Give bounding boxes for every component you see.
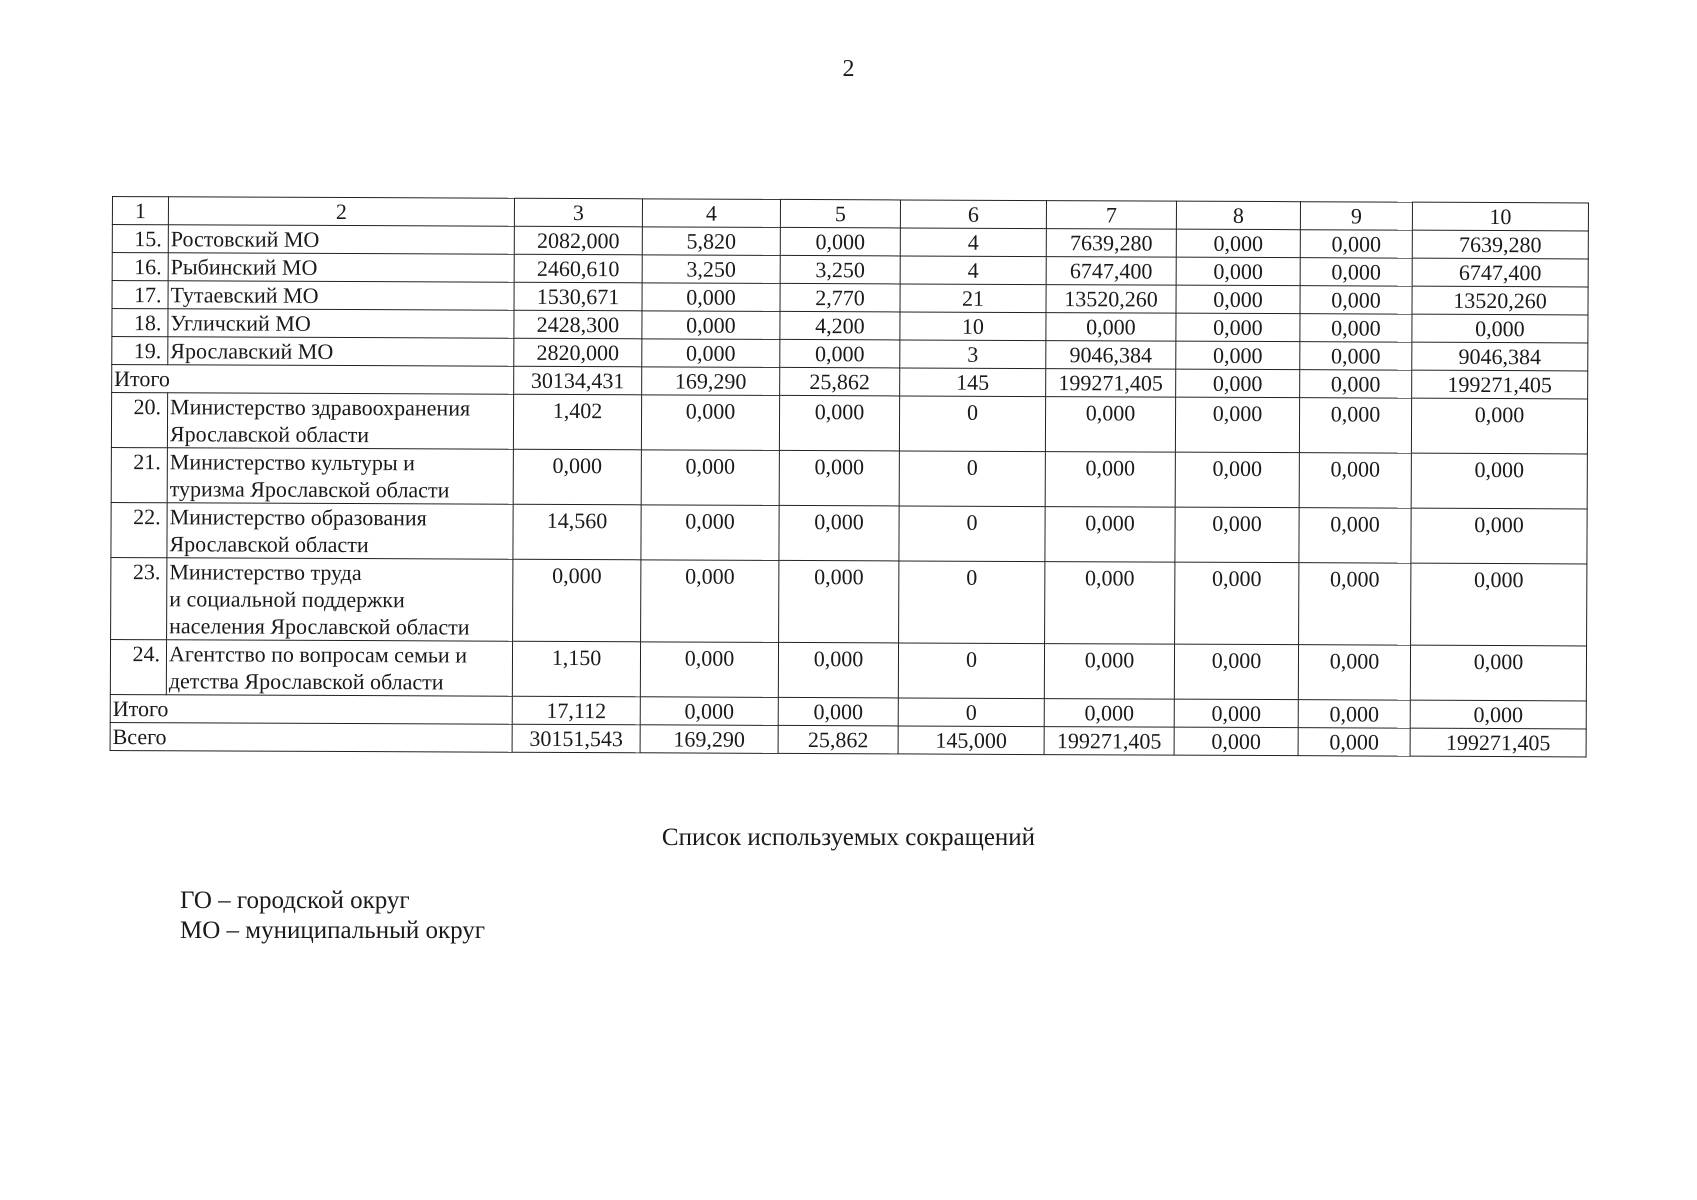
- column-header: 2: [168, 197, 514, 227]
- cell-value: 3,250: [642, 255, 780, 284]
- cell-value: 2460,610: [514, 254, 642, 283]
- cell-value: 17,112: [512, 696, 640, 725]
- cell-value: 1,402: [513, 394, 641, 450]
- cell-value: 30151,543: [512, 724, 640, 753]
- cell-value: 0,000: [1410, 645, 1586, 701]
- abbreviation-item: ГО – городской округ: [180, 887, 410, 914]
- table-row: [111, 393, 1587, 454]
- cell-value: 0,000: [780, 227, 900, 256]
- column-header: 3: [514, 198, 642, 227]
- row-name-line: Агентство по вопросам семьи и: [168, 641, 468, 668]
- column-header: 10: [1412, 202, 1588, 231]
- cell-value: 0,000: [1300, 258, 1412, 286]
- cell-value: 0,000: [1300, 342, 1412, 370]
- cell-value: 4: [900, 228, 1046, 257]
- cell-value: 169,290: [640, 725, 778, 754]
- subtotal-label: Итого: [112, 365, 514, 395]
- row-index: 15.: [112, 225, 168, 253]
- cell-value: 0,000: [1045, 397, 1175, 453]
- row-name-line: Министерство здравоохранения: [170, 394, 471, 421]
- cell-value: 0: [898, 643, 1044, 699]
- row-name: [166, 640, 512, 697]
- cell-value: 0,000: [640, 642, 778, 698]
- row-name: Угличский МО: [168, 309, 514, 339]
- cell-value: 0,000: [1411, 563, 1587, 646]
- cell-value: 0,000: [779, 395, 899, 451]
- cell-value: 0,000: [1411, 508, 1587, 564]
- column-header: 5: [780, 199, 900, 228]
- column-header: 9: [1300, 202, 1412, 230]
- cell-value: 7639,280: [1412, 230, 1588, 259]
- cell-value: 0,000: [779, 560, 899, 643]
- cell-value: 30134,431: [514, 366, 642, 395]
- cell-value: 0,000: [1300, 230, 1412, 258]
- cell-value: 0,000: [1175, 452, 1299, 508]
- cell-value: 0,000: [1300, 314, 1412, 342]
- cell-value: 0,000: [780, 339, 900, 368]
- cell-value: 0,000: [641, 395, 779, 451]
- cell-value: 0,000: [513, 559, 641, 642]
- row-name-line: и социальной поддержки: [169, 586, 405, 613]
- cell-value: 0: [899, 451, 1045, 507]
- cell-value: 0,000: [641, 505, 779, 561]
- cell-value: 0,000: [1174, 699, 1298, 728]
- row-index: 21.: [111, 447, 167, 502]
- cell-value: 4: [900, 256, 1046, 285]
- cell-value: 0,000: [1300, 286, 1412, 314]
- cell-value: 0: [899, 561, 1045, 644]
- cell-value: 0,000: [1299, 563, 1411, 645]
- cell-value: 0: [898, 698, 1044, 727]
- cell-value: 199271,405: [1044, 727, 1174, 756]
- row-name: [167, 393, 513, 450]
- cell-value: 4,200: [780, 311, 900, 340]
- cell-value: 0,000: [1298, 645, 1410, 700]
- cell-value: 2820,000: [514, 338, 642, 367]
- cell-value: 6747,400: [1412, 258, 1588, 287]
- table-row: [111, 557, 1587, 645]
- column-header: 4: [642, 199, 780, 228]
- row-name: [167, 558, 513, 642]
- cell-value: 0,000: [1176, 341, 1300, 370]
- cell-value: 2,770: [780, 283, 900, 312]
- row-index: 20.: [111, 393, 167, 448]
- table-row: [111, 502, 1587, 563]
- budget-table: [110, 196, 1589, 757]
- cell-value: 145: [900, 368, 1046, 397]
- cell-value: 0,000: [1299, 398, 1411, 453]
- cell-value: 0,000: [1299, 508, 1411, 563]
- cell-value: 0,000: [779, 505, 899, 561]
- cell-value: 0,000: [641, 560, 779, 643]
- cell-value: 0,000: [1045, 507, 1175, 563]
- cell-value: 0,000: [1411, 453, 1587, 509]
- cell-value: 199271,405: [1410, 728, 1586, 757]
- cell-value: 0,000: [1300, 370, 1412, 398]
- table-row: [111, 447, 1587, 508]
- cell-value: 3: [900, 340, 1046, 369]
- row-name: Ростовский МО: [168, 225, 514, 255]
- row-name: Ярославский МО: [168, 337, 514, 367]
- cell-value: 0,000: [1045, 562, 1175, 645]
- cell-value: 25,862: [780, 367, 900, 396]
- cell-value: 9046,384: [1412, 342, 1588, 371]
- row-name-line: Ярославской области: [169, 421, 370, 448]
- row-name: [167, 448, 513, 505]
- cell-value: 0,000: [778, 642, 898, 698]
- cell-value: 1,150: [512, 641, 640, 697]
- total-label: Всего: [110, 722, 512, 752]
- subtotal-label: Итого: [110, 694, 512, 724]
- row-name-line: населения Ярославской области: [169, 613, 470, 640]
- cell-value: 0,000: [640, 697, 778, 726]
- cell-value: 0,000: [1045, 452, 1175, 508]
- cell-value: 0,000: [1175, 507, 1299, 563]
- cell-value: 0,000: [642, 339, 780, 368]
- cell-value: 0,000: [1176, 229, 1300, 258]
- cell-value: 0,000: [1176, 285, 1300, 314]
- cell-value: 7639,280: [1046, 229, 1176, 258]
- total-row: [110, 722, 1586, 756]
- table-row: [110, 639, 1586, 700]
- cell-value: 1530,671: [514, 282, 642, 311]
- row-name-line: Министерство культуры и: [169, 449, 416, 476]
- column-header: 6: [900, 200, 1046, 229]
- row-name-line: Ярославской области: [169, 531, 369, 558]
- cell-value: 5,820: [642, 227, 780, 256]
- cell-value: 199271,405: [1046, 369, 1176, 398]
- cell-value: 0,000: [513, 449, 641, 505]
- cell-value: 13520,260: [1046, 285, 1176, 314]
- cell-value: 0,000: [1174, 644, 1298, 700]
- cell-value: 0,000: [1298, 728, 1410, 756]
- row-name-line: детства Ярославской области: [168, 668, 444, 695]
- row-name: [167, 503, 513, 560]
- cell-value: 0,000: [1298, 700, 1410, 728]
- cell-value: 2082,000: [514, 226, 642, 255]
- row-index: 17.: [112, 281, 168, 309]
- row-name: Тутаевский МО: [168, 281, 514, 311]
- cell-value: 0,000: [642, 283, 780, 312]
- cell-value: 0: [899, 506, 1045, 562]
- cell-value: 6747,400: [1046, 257, 1176, 286]
- cell-value: 10: [900, 312, 1046, 341]
- cell-value: 0,000: [642, 311, 780, 340]
- row-index: 18.: [112, 309, 168, 337]
- cell-value: 0,000: [1412, 314, 1588, 343]
- cell-value: 0,000: [641, 450, 779, 506]
- row-name: Рыбинский МО: [168, 253, 514, 283]
- cell-value: 0,000: [1175, 562, 1299, 645]
- cell-value: 0,000: [1299, 453, 1411, 508]
- cell-value: 0,000: [779, 450, 899, 506]
- cell-value: 0,000: [1176, 369, 1300, 398]
- row-index: 16.: [112, 253, 168, 281]
- cell-value: 13520,260: [1412, 286, 1588, 315]
- cell-value: 3,250: [780, 255, 900, 284]
- cell-value: 0,000: [1410, 700, 1586, 729]
- column-header: 1: [112, 197, 168, 225]
- row-name-line: Министерство труда: [169, 559, 362, 586]
- cell-value: 0,000: [1176, 313, 1300, 342]
- cell-value: 0,000: [1411, 398, 1587, 454]
- row-name-line: Министерство образования: [169, 504, 427, 531]
- row-name-line: туризма Ярославской области: [169, 476, 450, 503]
- abbreviation-item: МО – муниципальный округ: [180, 917, 486, 944]
- cell-value: 0,000: [1044, 644, 1174, 700]
- cell-value: 25,862: [778, 725, 898, 754]
- abbreviations-title: Список используемых сокращений: [661, 824, 1036, 851]
- cell-value: 199271,405: [1412, 370, 1588, 399]
- column-header: 7: [1046, 201, 1176, 230]
- cell-value: 0,000: [1176, 257, 1300, 286]
- row-index: 23.: [111, 557, 167, 639]
- cell-value: 0,000: [1174, 727, 1298, 756]
- cell-value: 9046,384: [1046, 341, 1176, 370]
- cell-value: 21: [900, 284, 1046, 313]
- cell-value: 0,000: [1175, 397, 1299, 453]
- column-header: 8: [1176, 201, 1300, 230]
- cell-value: 0: [899, 396, 1045, 452]
- cell-value: 0,000: [778, 697, 898, 726]
- cell-value: 169,290: [642, 367, 780, 396]
- row-index: 19.: [112, 337, 168, 365]
- cell-value: 0,000: [1046, 313, 1176, 342]
- cell-value: 145,000: [898, 726, 1044, 755]
- cell-value: 2428,300: [514, 310, 642, 339]
- row-index: 24.: [110, 639, 166, 694]
- cell-value: 14,560: [513, 504, 641, 560]
- page-number: 2: [842, 56, 855, 82]
- row-index: 22.: [111, 502, 167, 557]
- cell-value: 0,000: [1044, 699, 1174, 728]
